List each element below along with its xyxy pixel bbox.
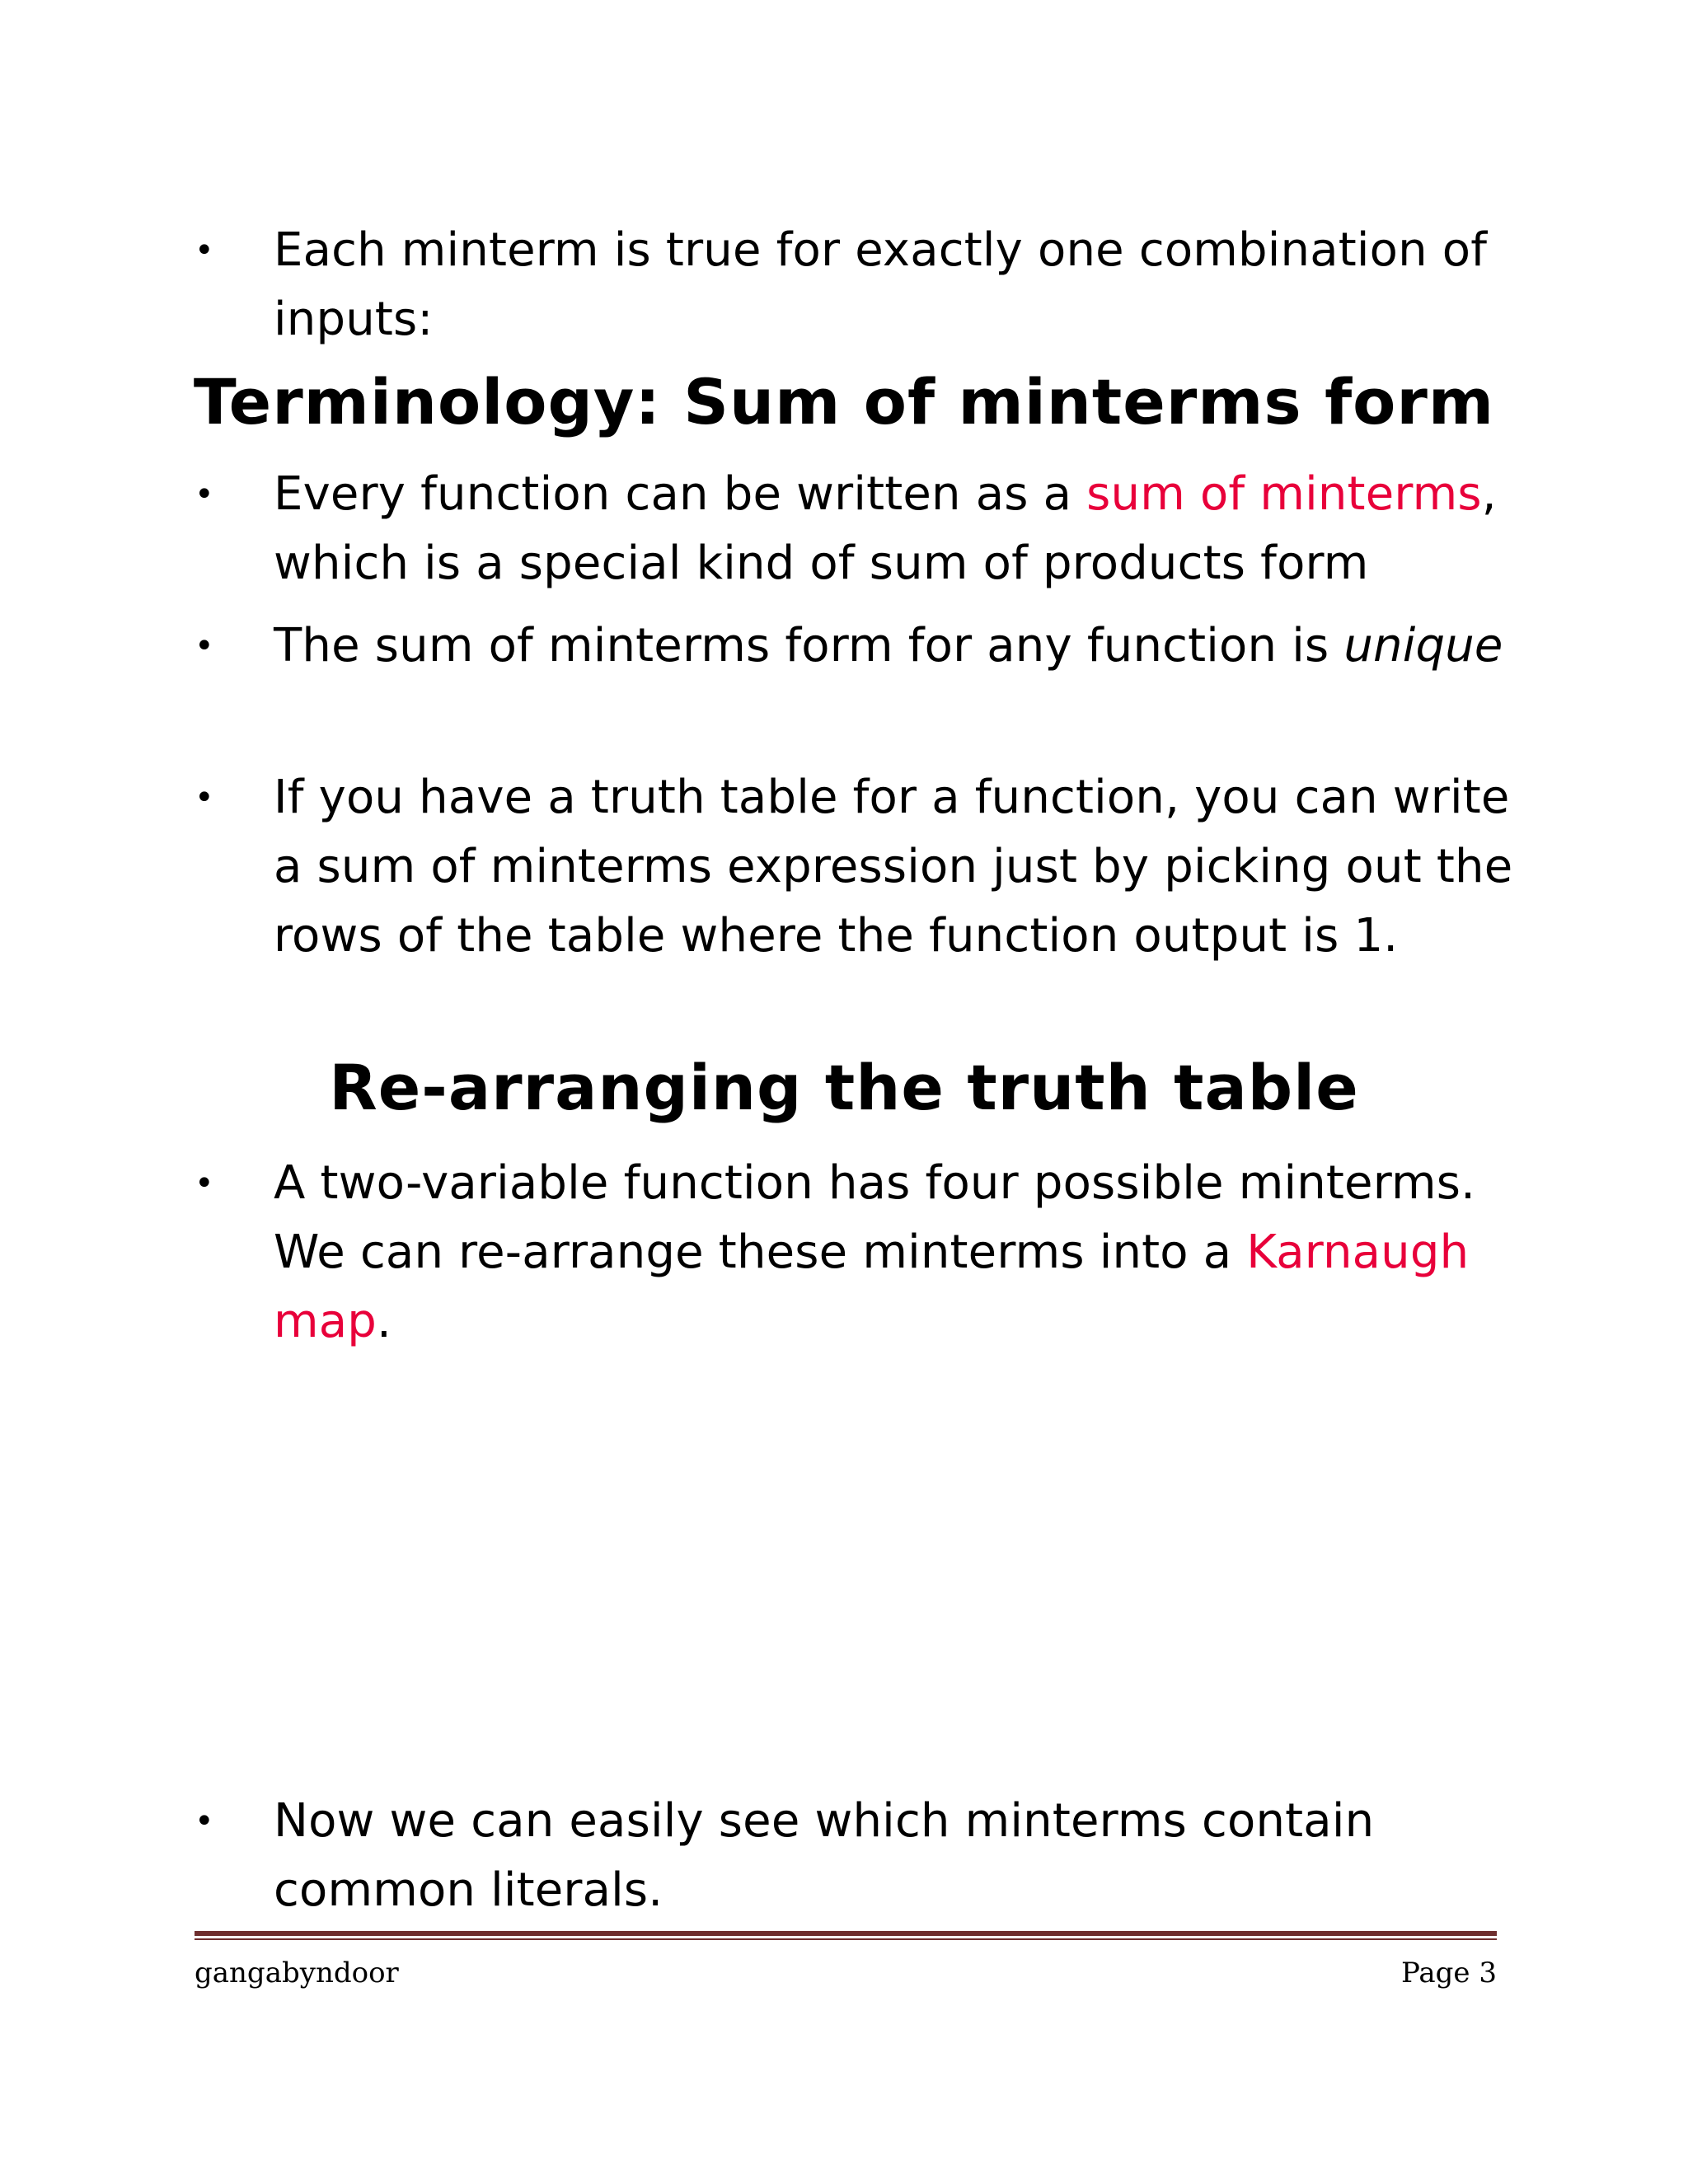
bullet-item-sum-of-minterms — [195, 460, 1513, 598]
bullet-text — [274, 1149, 1513, 1357]
bullet-text-plain: . — [377, 1295, 392, 1348]
footer-page-number: Page 3 — [1401, 1957, 1497, 1990]
highlighted-term: sum of minterms — [1086, 467, 1482, 521]
section-heading-sum-of-minterms: Terminology: Sum of minterms form — [193, 365, 1495, 438]
bullet-icon: • — [195, 1165, 214, 1202]
bullet-item-minterm-true — [195, 216, 1513, 354]
bullet-icon: • — [195, 779, 214, 817]
bullet-text — [274, 216, 1513, 354]
bullet-text-plain: Every function can be written as a — [274, 467, 1087, 521]
bullet-text-plain: Each minterm is true for exactly one combination of inputs: — [274, 223, 1488, 346]
bullet-text — [274, 460, 1513, 598]
bullet-text-plain: A two-variable function has four possible minterms. We can re-arrange these minterms into a — [274, 1156, 1476, 1279]
bullet-text-plain: If you have a truth table for a function, you can write a sum of minterms expression just by picking out the rows of the table where the function output is 1. — [274, 771, 1513, 963]
bullet-text — [274, 1787, 1513, 1925]
footer-divider-thin — [195, 1938, 1497, 1940]
bullet-icon: • — [195, 232, 214, 269]
bullet-item-truth-table — [195, 763, 1513, 971]
bullet-text-plain: , which is a special kind of sum of products form — [274, 467, 1497, 590]
bullet-item-unique — [195, 612, 1513, 681]
footer-author: gangabyndoor — [195, 1957, 399, 1990]
bullet-item-common-literals — [195, 1787, 1513, 1925]
bullet-icon: • — [195, 627, 214, 665]
highlighted-term: Karnaugh map — [274, 1226, 1470, 1348]
bullet-icon: • — [195, 1802, 214, 1840]
bullet-item-karnaugh-map — [195, 1149, 1513, 1357]
bullet-text — [274, 763, 1513, 971]
italic-term: unique — [1343, 619, 1503, 673]
section-heading-rearranging: Re-arranging the truth table — [329, 1051, 1359, 1124]
footer-divider — [195, 1931, 1497, 1944]
footer-divider-thick — [195, 1931, 1497, 1936]
bullet-text — [274, 612, 1513, 681]
bullet-text-plain: The sum of minterms form for any function is — [274, 619, 1344, 673]
bullet-text-plain: Now we can easily see which minterms contain common literals. — [274, 1794, 1375, 1917]
bullet-icon: • — [195, 476, 214, 513]
